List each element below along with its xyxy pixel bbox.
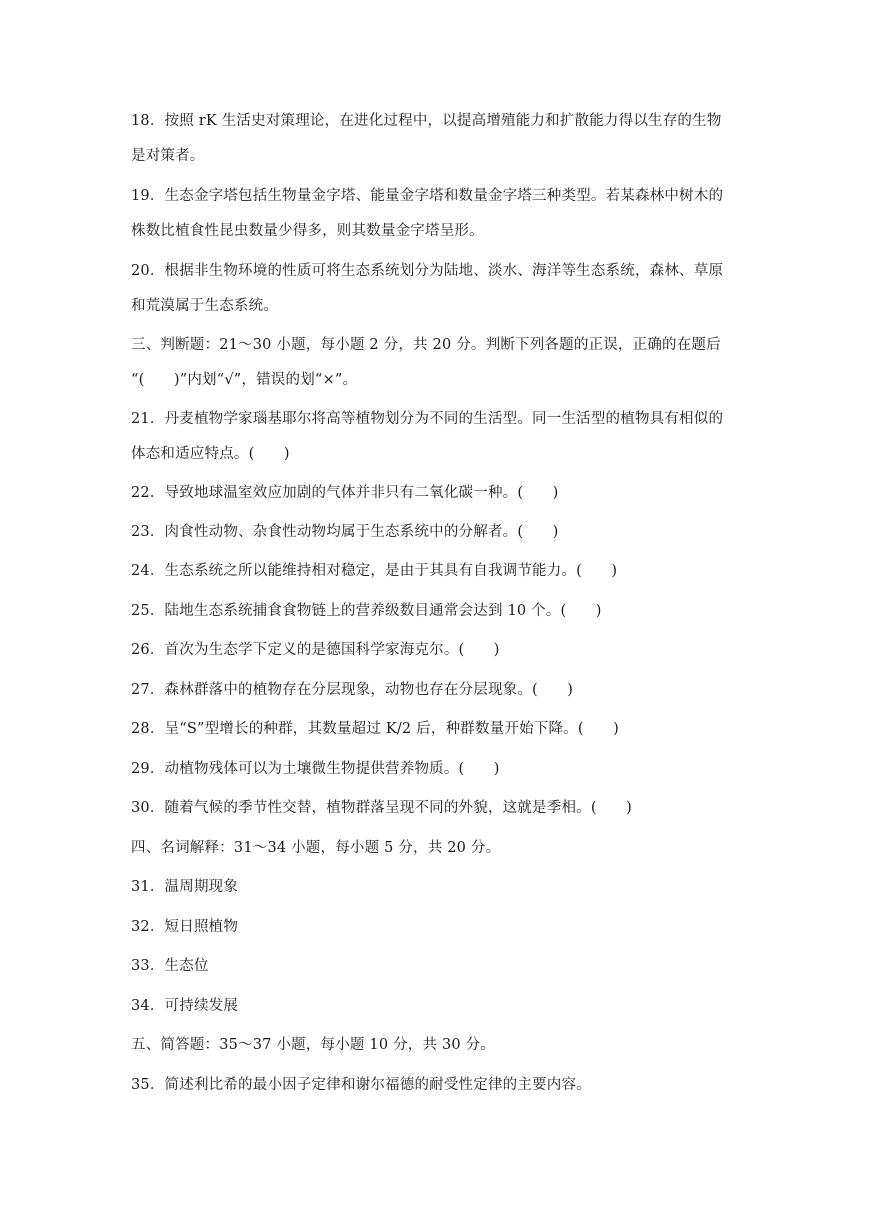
q30: 30．随着气候的季节性交替，植物群落呈现不同的外貌，这就是季相。( ) bbox=[131, 800, 632, 816]
section-4-heading: 四、名词解释：31～34 小题，每小题 5 分，共 20 分。 bbox=[131, 840, 501, 856]
section-3-heading-line-1: 三、判断题：21～30 小题，每小题 2 分，共 20 分。判断下列各题的正误，正确的在题后 bbox=[131, 337, 721, 353]
q22: 22．导致地球温室效应加剧的气体并非只有二氧化碳一种。( ) bbox=[131, 485, 559, 501]
q21-line-2: 体态和适应特点。( ) bbox=[131, 446, 290, 462]
q18-line-1: 18．按照 rK 生活史对策理论，在进化过程中，以提高增殖能力和扩散能力得以生存的生物 bbox=[131, 113, 722, 129]
q31: 31．温周期现象 bbox=[131, 879, 239, 895]
q19-line-2: 株数比植食性昆虫数量少得多，则其数量金字塔呈形。 bbox=[131, 223, 484, 239]
q20-line-2: 和荒漠属于生态系统。 bbox=[131, 298, 278, 314]
q20-line-1: 20．根据非生物环境的性质可将生态系统划分为陆地、淡水、海洋等生态系统，森林、草原 bbox=[131, 263, 724, 279]
q26: 26．首次为生态学下定义的是德国科学家海克尔。( ) bbox=[131, 642, 500, 658]
q32: 32．短日照植物 bbox=[131, 919, 239, 935]
q35: 35．简述利比希的最小因子定律和谢尔福德的耐受性定律的主要内容。 bbox=[131, 1077, 591, 1093]
q23: 23．肉食性动物、杂食性动物均属于生态系统中的分解者。( ) bbox=[131, 524, 559, 540]
q21-line-1: 21．丹麦植物学家瑙基耶尔将高等植物划分为不同的生活型。同一生活型的植物具有相似的 bbox=[131, 411, 724, 427]
q25: 25．陆地生态系统捕食食物链上的营养级数目通常会达到 10 个。( ) bbox=[131, 603, 602, 619]
q29: 29．动植物残体可以为土壤微生物提供营养物质。( ) bbox=[131, 761, 500, 777]
q34: 34．可持续发展 bbox=[131, 998, 239, 1014]
q24: 24．生态系统之所以能维持相对稳定，是由于其具有自我调节能力。( ) bbox=[131, 563, 618, 579]
q28: 28．呈“S”型增长的种群，其数量超过 K/2 后，种群数量开始下降。( ) bbox=[131, 721, 619, 737]
section-3-heading-line-2: “( )”内划“√”，错误的划“×”。 bbox=[131, 372, 358, 388]
q27: 27．森林群落中的植物存在分层现象，动物也存在分层现象。( ) bbox=[131, 682, 574, 698]
q18-line-2: 是对策者。 bbox=[131, 148, 205, 164]
section-5-heading: 五、简答题：35～37 小题，每小题 10 分，共 30 分。 bbox=[131, 1037, 496, 1053]
q19-line-1: 19．生态金字塔包括生物量金字塔、能量金字塔和数量金字塔三种类型。若某森林中树木的 bbox=[131, 188, 724, 204]
q33: 33．生态位 bbox=[131, 958, 209, 974]
